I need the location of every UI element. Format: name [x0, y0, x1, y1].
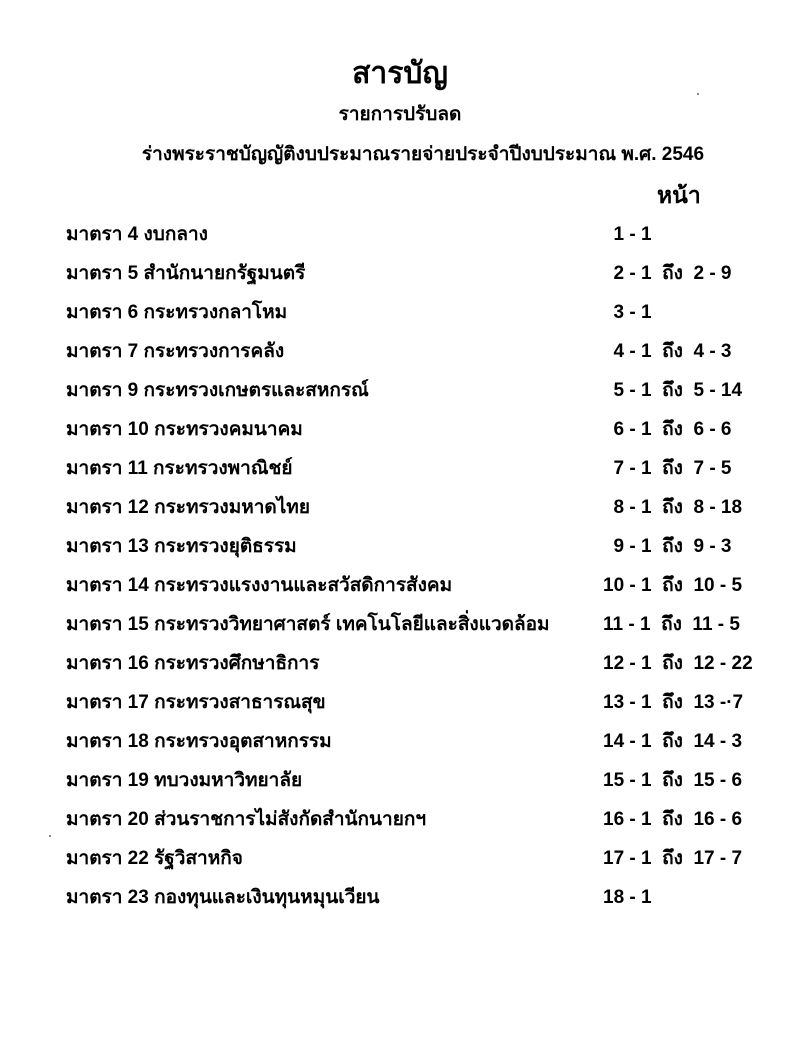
toc-section-label: มาตรา 18 กระทรวงอุตสาหกรรม — [66, 731, 332, 752]
toc-section-label: มาตรา 9 กระทรวงเกษตรและสหกรณ์ — [66, 380, 369, 401]
toc-page-range: 6 - 1 ถึง 6 - 6 — [603, 419, 732, 440]
toc-entry — [0, 455, 800, 494]
toc-entry — [0, 728, 800, 767]
toc-page-range: 15 - 1 ถึง 15 - 6 — [603, 770, 743, 791]
toc-page-range: 18 - 1 — [603, 887, 652, 908]
toc-entry — [0, 416, 800, 455]
toc-page-range: 10 - 1 ถึง 10 - 5 — [603, 575, 743, 596]
toc-page-range: 9 - 1 ถึง 9 - 3 — [603, 536, 732, 557]
toc-entry — [0, 494, 800, 533]
toc-page-range: 13 - 1 ถึง 13 -·7 — [603, 692, 744, 713]
toc-entry — [0, 689, 800, 728]
toc-page-range: 4 - 1 ถึง 4 - 3 — [603, 341, 732, 362]
bill-title: ร่างพระราชบัญญัติงบประมาณรายจ่ายประจำปีงบประมาณ พ.ศ. 2546 — [141, 144, 705, 165]
toc-section-label: มาตรา 22 รัฐวิสาหกิจ — [66, 848, 243, 869]
toc-section-label: มาตรา 7 กระทรวงการคลัง — [66, 341, 285, 362]
toc-entry — [0, 377, 800, 416]
toc-page-range: 7 - 1 ถึง 7 - 5 — [603, 458, 732, 479]
page-column-heading: หน้า — [657, 182, 701, 208]
toc-entry — [0, 572, 800, 611]
toc-page-range: 5 - 1 ถึง 5 - 14 — [603, 380, 743, 401]
toc-section-label: มาตรา 5 สำนักนายกรัฐมนตรี — [66, 263, 306, 284]
toc-entry — [0, 845, 800, 884]
toc-page-range: 17 - 1 ถึง 17 - 7 — [603, 848, 743, 869]
toc-page-range: 16 - 1 ถึง 16 - 6 — [603, 809, 743, 830]
toc-section-label: มาตรา 19 ทบวงมหาวิทยาลัย — [66, 770, 303, 791]
toc-section-label: มาตรา 17 กระทรวงสาธารณสุข — [66, 692, 326, 713]
toc-page-range: 12 - 1 ถึง 12 - 22 — [603, 653, 753, 674]
document-title: สารบัญ — [352, 57, 448, 90]
scan-speck — [49, 835, 51, 837]
toc-entry — [0, 221, 800, 260]
toc-section-label: มาตรา 10 กระทรวงคมนาคม — [66, 419, 303, 440]
toc-section-label: มาตรา 12 กระทรวงมหาดไทย — [66, 497, 310, 518]
toc-section-label: มาตรา 20 ส่วนราชการไม่สังกัดสำนักนายกฯ — [66, 809, 427, 830]
toc-page-range: 3 - 1 — [603, 302, 652, 323]
toc-section-label: มาตรา 13 กระทรวงยุติธรรม — [66, 536, 297, 557]
toc-entry — [0, 650, 800, 689]
scan-speck — [697, 93, 699, 95]
document-subtitle: รายการปรับลด — [338, 104, 462, 125]
toc-section-label: มาตรา 14 กระทรวงแรงงานและสวัสดิการสังคม — [66, 575, 453, 596]
toc-section-label: มาตรา 16 กระทรวงศึกษาธิการ — [66, 653, 320, 674]
toc-section-label: มาตรา 23 กองทุนและเงินทุนหมุนเวียน — [66, 887, 380, 908]
toc-entry — [0, 338, 800, 377]
toc-entry — [0, 533, 800, 572]
toc-entry — [0, 611, 800, 650]
toc-section-label: มาตรา 15 กระทรวงวิทยาศาสตร์ เทคโนโลยีและสิ่งแวดล้อม — [66, 614, 550, 635]
toc-page-range: 2 - 1 ถึง 2 - 9 — [603, 263, 732, 284]
toc-entry — [0, 767, 800, 806]
toc-section-label: มาตรา 6 กระทรวงกลาโหม — [66, 302, 288, 323]
toc-page-range: 1 - 1 — [603, 224, 652, 245]
table-of-contents — [0, 221, 800, 923]
toc-page-range: 14 - 1 ถึง 14 - 3 — [603, 731, 743, 752]
toc-entry — [0, 884, 800, 923]
toc-section-label: มาตรา 4 งบกลาง — [66, 224, 208, 245]
toc-entry — [0, 260, 800, 299]
toc-page-range: 8 - 1 ถึง 8 - 18 — [603, 497, 743, 518]
toc-section-label: มาตรา 11 กระทรวงพาณิชย์ — [66, 458, 293, 479]
toc-entry — [0, 806, 800, 845]
toc-page-range: 11 - 1 ถึง 11 - 5 — [603, 614, 740, 635]
toc-entry — [0, 299, 800, 338]
